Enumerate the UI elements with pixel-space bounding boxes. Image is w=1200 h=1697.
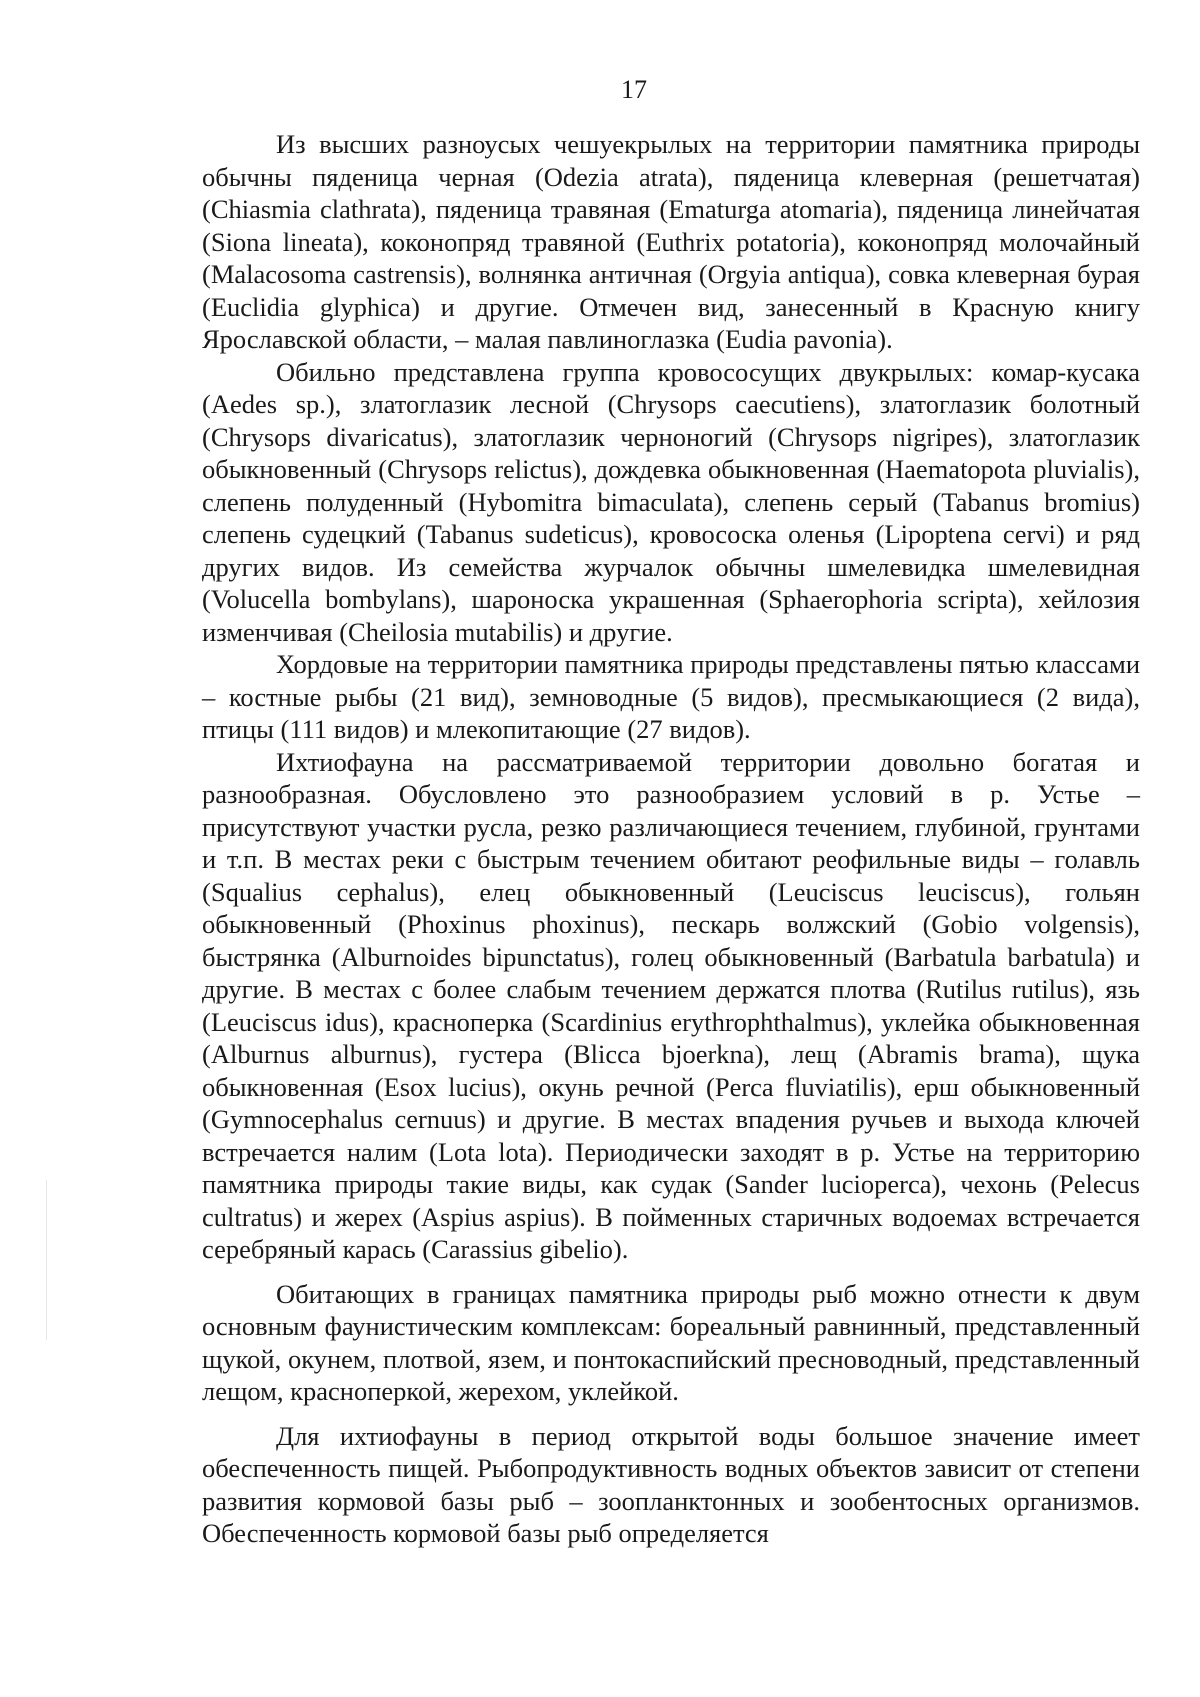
paragraph-diptera: Обильно представлена группа кровососущих двукрылых: комар-кусака (Aedes sp.), златоглазик лесной (Chrysops caecutiens), златоглазик болотный (Chrysops divaricatus), златоглазик черноногий (Chrysops nigripes), златоглазик обыкновенный (Chrysops relictus), дождевка обыкновенная (Haematopota pluvialis), слепень полуденный (Hybomitra bimaculata), слепень серый (Tabanus bromius) слепень судецкий (Tabanus sudeticus), кровососка оленья (Lipoptena cervi) и ряд других видов. Из семейства журчалок обычны шмелевидка шмелевидная (Volucella bombylans), шароноска украшенная (Sphaerophoria scripta), хейлозия изменчивая (Cheilosia mutabilis) и другие.: [202, 356, 1140, 647]
paragraph-food-supply: Для ихтиофауны в период открытой воды большое значение имеет обеспеченность пищей. Рыбопродуктивность водных объектов зависит от степени развития кормовой базы рыб – зоопланктонных и зообентосных организмов. Обеспеченность кормовой базы рыб определяется: [202, 1420, 1140, 1548]
scan-margin-mark: [46, 1180, 47, 1340]
paragraph-ichthyofauna: Ихтиофауна на рассматриваемой территории довольно богатая и разнообразная. Обусловлено это разнообразием условий в р. Устье – присутствуют участки русла, резко различающиеся течением, глубиной, грунтами и т.п. В местах реки с быстрым течением обитают реофильные виды – голавль (Squalius cephalus), елец обыкновенный (Leuciscus leuciscus), гольян обыкновенный (Phoxinus phoxinus), пескарь волжский (Gobio volgensis), быстрянка (Alburnoides bipunctatus), голец обыкновенный (Barbatula barbatula) и другие. В местах с более слабым течением держатся плотва (Rutilus rutilus), язь (Leuciscus idus), красноперка (Scardinius erythrophthalmus), уклейка обыкновенная (Alburnus alburnus), густера (Blicca bjoerkna), лещ (Abramis brama), щука обыкновенная (Esox lucius), окунь речной (Perca fluviatilis), ерш обыкновенный (Gymnocephalus cernuus) и другие. В местах впадения ручьев и выхода ключей встречается налим (Lota lota). Периодически заходят в р. Устье на территорию памятника природы такие виды, как судак (Sander lucioperca), чехонь (Pelecus cultratus) и жерех (Aspius aspius). В пойменных старичных водоемах встречается серебряный карась (Carassius gibelio).: [202, 746, 1140, 1264]
paragraph-lepidoptera: Из высших разноусых чешуекрылых на территории памятника природы обычны пяденица черная (Odezia atrata), пяденица клеверная (решетчатая) (Chiasmia clathrata), пяденица травяная (Ematurga atomaria), пяденица линейчатая (Siona lineata), коконопряд травяной (Euthrix potatoria), коконопряд молочайный (Malacosoma castrensis), волнянка античная (Orgyia antiqua), совка клеверная бурая (Euclidia glyphica) и другие. Отмечен вид, занесенный в Красную книгу Ярославской области, – малая павлиноглазка (Eudia pavonia).: [202, 129, 1140, 354]
document-body: [202, 128, 1140, 1550]
paragraph-chordates: Хордовые на территории памятника природы представлены пятью классами – костные рыбы (21 вид), земноводные (5 видов), пресмыкающиеся (2 вида), птицы (111 видов) и млекопитающие (27 видов).: [202, 649, 1140, 744]
page-number: 17: [621, 75, 647, 104]
paragraph-faunistic-complexes: Обитающих в границах памятника природы рыб можно отнести к двум основным фаунистическим комплексам: бореальный равнинный, представленный щукой, окунем, плотвой, язем, и понтокаспийский пресноводный, представленный лещом, красноперкой, жерехом, уклейкой.: [202, 1278, 1140, 1406]
